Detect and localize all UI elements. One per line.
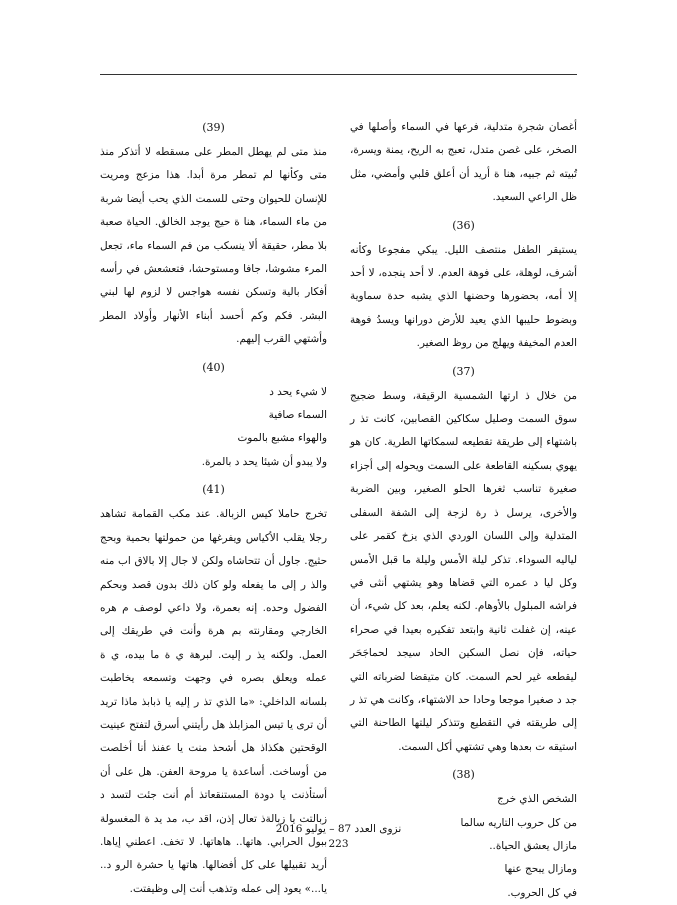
paragraph-37: من خلال ذ ارتها الشمسية الرقيقة، وسط ضجيج سوق السمت وصليل سكاكين القصابين، كانت تذ ر باشتهاء إلى طريقة تقطيعه لسمكاتها الطرية. كان هو يهوي بسكينه القاطعة على السمت ويحوله إلى أجزاء صغيرة تناسب ثغرها الحلو الصغير، وبين الضربة والأخرى، يرسل ذ رة لزجة إلى الشفة السفلى المتدلية وإلى اللسان الوردي الذي يزخ كقمر على لياليه السوداء. تذكر ليلة الأمس وليلة ما قبل الأمس وكل ليا د عمره التي قضاها وهو يشتهي أنثى في فراشه المبلول بالأوهام. لكنه يعلم، بعد كل شيء، أن عينه، إن غفلت ثانية وابتعد تفكيره بعيدا في صحراء حياته، فإن نصل السكين الحاد سيجد لحماجَحَر ليقطعه غير لحم السمت. كان متيقضا لضرباته التي جد د صغيرا موجعا وحادا حد الاشتهاء، وكانت هي تذ ر إلى طريقته في التقطيع وتتذكر ليلتها الطاحنة التي استيقه ت بعدها وهي تشتهي أكل السمت. [350,389,577,753]
section-number-36: (36) [452,218,475,232]
section-number-37: (37) [452,364,475,378]
paragraph-41: تخرج حاملا كيس الزبالة. عند مكب القمامة تشاهد رجلا يقلب الأكياس ويفرغها من حمولتها بحمية وبحج حثيج. جاول أن تتحاشاه ولكن لا جال إلا بالاق اب منه والذ ر إلى ما يفعله ولو كان ذلك بدون قصد وبحكم الفضول وحده. إنه بعمرة، ولا داعي لوصف م هره الخارجي ومقارنته بم هرة وأنت في طريقك إلى العمل. ولكنه يذ ر إليت. لبرهة ي ة ما بيده، ي ة عمله ويعلق بصره في وجهت وتسمعه يخاطبت بلسانه الداخلي: «ما الذي تذ ر إليه يا ذبابذ ماذا تريد أن ترى يا تيس المزابلذ هل رأيتني أسرق لتفتح عينيت الوقحتين هكذاذ هل أشحذ منت يا عفنذ أنا أخلصت من أوساخت. أساعدة يا مروحة العفن. هل على أن أستأذنت يا دودة المستنقعاتذ أم أنت جئت لتسد د زبالتت يا زبالةذ تعال إذن، اقد ب، مد يد ة المغسولة ببول الحرابي. هاتها.. هاهاتها. لا تخف. اعطني إياها. أريد تقبيلها على كل أفضالها. هاتها يا حشرة الرو د.. يا...» يعود إلى عمله وتذهب أنت إلى وظيفتت. [100,508,327,895]
right-column [350,116,577,905]
poem-line: الشخص الذي خرج [497,793,577,806]
issue-label: نزوى العدد 87 – يوليو 2016 [275,823,402,835]
poem-line: ولا يبدو أن شيئا يحد د بالمرة. [201,455,327,468]
section-number-40: (40) [202,360,225,374]
paragraph-intro: أغصان شجرة متدلية، فرعها في السماء وأصلها في الصخر، على غصن متدل، تعبج به الريح، يمنة ويسرة، تُبيته ثم جبيه، هنا ة أريد أن أعلق قلبي وأمضي، مثل ظل الراعي السعيد. [350,121,577,204]
page-number: 223 [328,838,349,850]
poem-line: السماء صافية [268,409,327,422]
section-number-41: (41) [202,483,225,497]
paragraph-36: يستيقر الطفل منتصف الليل. يبكي مفجوعا وكأنه أشرف، لوهلة، على فوهة العدم. لا أحد ينجده، لا أحد إلا أمه، بحضورها وحضنها الذي يشبه حدة سماوية وبضوط حليبها الذي يعيد للأرض دورانها ويسدُ فوهة العدم المخيفة ويهلج من روظ الصغير. [350,243,577,350]
poem-line: مازال يعشق الحياة.. [489,839,577,852]
poem-line: من كل حروب التاريه سالما [460,816,577,829]
paragraph-39: منذ متى لم يهطل المطر على مسقطه لا أتذكر منذ متى وكأنها لم تمطر مرة أبدا. هذا مزعج ومريت للإنسان للحيوان وحتى للسمت الذي يحب أيضا شربة من ماء السماء، هنا ة حيج يوجد الخالق. الحياة صعبة بلا مطر، حقيقة ألا ينسكب من فم السماء ماء، تجعل المرء مشوشا، جافا ومستوحشا، فتعشعش في رأسه أفكار بالية وتسكن نفسه هواجس لا لزوم لها لبني البشر. فكم وكم أحسد أبناء الأنهار وأولاد المطر وأشتهي القرب إليهم. [100,146,327,346]
poem-line: والهواء مشبع بالموت [237,432,327,445]
header-rule [100,74,577,75]
poem-line: ومازال يبحج عنها [504,863,577,876]
poem-line: في كل الحروب. [507,886,577,899]
page-footer [0,822,677,852]
poem-line: لا شيء يحد د [269,385,327,398]
section-number-39: (39) [202,121,225,134]
section-number-38: (38) [452,768,475,782]
poem-40 [100,381,327,475]
left-column [100,116,327,901]
